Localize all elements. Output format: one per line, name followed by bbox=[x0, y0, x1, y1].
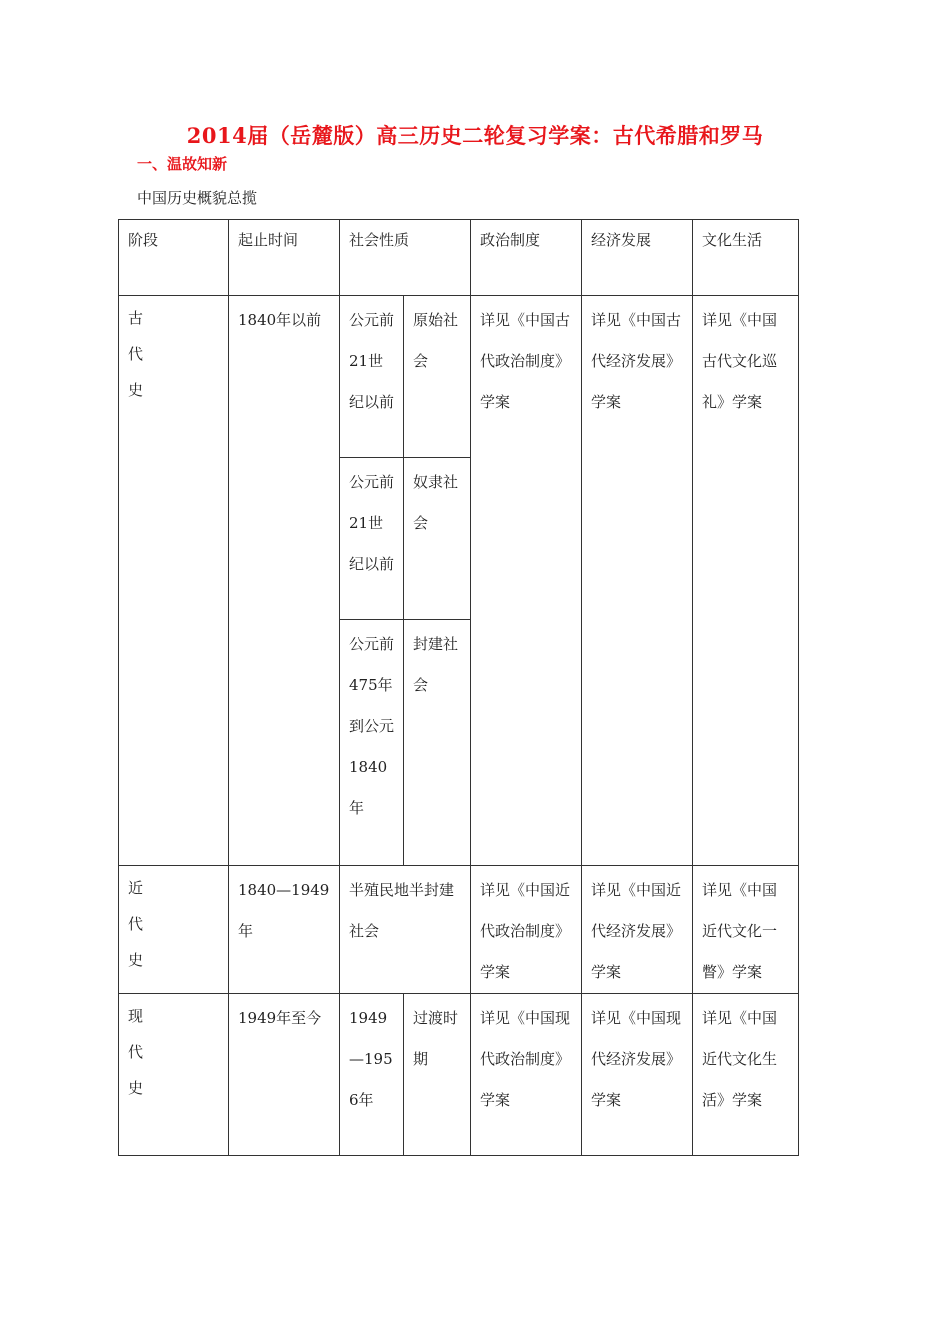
table-row bbox=[119, 994, 799, 1156]
header-economy: 经济发展 bbox=[582, 220, 693, 296]
table-caption: 中国历史概貌总揽 bbox=[137, 189, 258, 207]
sub-time: 1949—1956年 bbox=[340, 994, 404, 1156]
section-heading: 一、温故知新 bbox=[137, 155, 228, 173]
economy-modern: 详见《中国近代经济发展》学案 bbox=[582, 866, 693, 994]
header-culture: 文化生活 bbox=[693, 220, 799, 296]
period-contemporary: 1949年至今 bbox=[229, 994, 340, 1156]
table-row bbox=[119, 296, 799, 458]
nature-modern: 半殖民地半封建社会 bbox=[340, 866, 471, 994]
sub-nature: 奴隶社会 bbox=[404, 458, 471, 620]
period-ancient: 1840年以前 bbox=[229, 296, 340, 866]
sub-time: 公元前21世纪以前 bbox=[340, 458, 404, 620]
stage-contemporary: 现代史 bbox=[119, 994, 229, 1156]
table-header-row bbox=[119, 220, 799, 296]
document-title: 2014届（岳麓版）高三历史二轮复习学案：古代希腊和罗马 bbox=[186, 123, 764, 148]
culture-contemporary: 详见《中国近代文化生活》学案 bbox=[693, 994, 799, 1156]
sub-time: 公元前475年到公元1840年 bbox=[340, 620, 404, 866]
politics-ancient: 详见《中国古代政治制度》学案 bbox=[471, 296, 582, 866]
economy-ancient: 详见《中国古代经济发展》学案 bbox=[582, 296, 693, 866]
sub-nature: 过渡时期 bbox=[404, 994, 471, 1156]
politics-contemporary: 详见《中国现代政治制度》学案 bbox=[471, 994, 582, 1156]
table-row bbox=[119, 866, 799, 994]
header-nature: 社会性质 bbox=[340, 220, 471, 296]
period-modern: 1840—1949年 bbox=[229, 866, 340, 994]
sub-time: 公元前21世纪以前 bbox=[340, 296, 404, 458]
economy-contemporary: 详见《中国现代经济发展》学案 bbox=[582, 994, 693, 1156]
header-period: 起止时间 bbox=[229, 220, 340, 296]
politics-modern: 详见《中国近代政治制度》学案 bbox=[471, 866, 582, 994]
sub-nature: 原始社会 bbox=[404, 296, 471, 458]
header-politics: 政治制度 bbox=[471, 220, 582, 296]
sub-nature: 封建社会 bbox=[404, 620, 471, 866]
history-overview-table bbox=[118, 219, 799, 1156]
stage-modern: 近代史 bbox=[119, 866, 229, 994]
stage-ancient: 古代史 bbox=[119, 296, 229, 866]
culture-ancient: 详见《中国古代文化巡礼》学案 bbox=[693, 296, 799, 866]
header-stage: 阶段 bbox=[119, 220, 229, 296]
culture-modern: 详见《中国近代文化一瞥》学案 bbox=[693, 866, 799, 994]
